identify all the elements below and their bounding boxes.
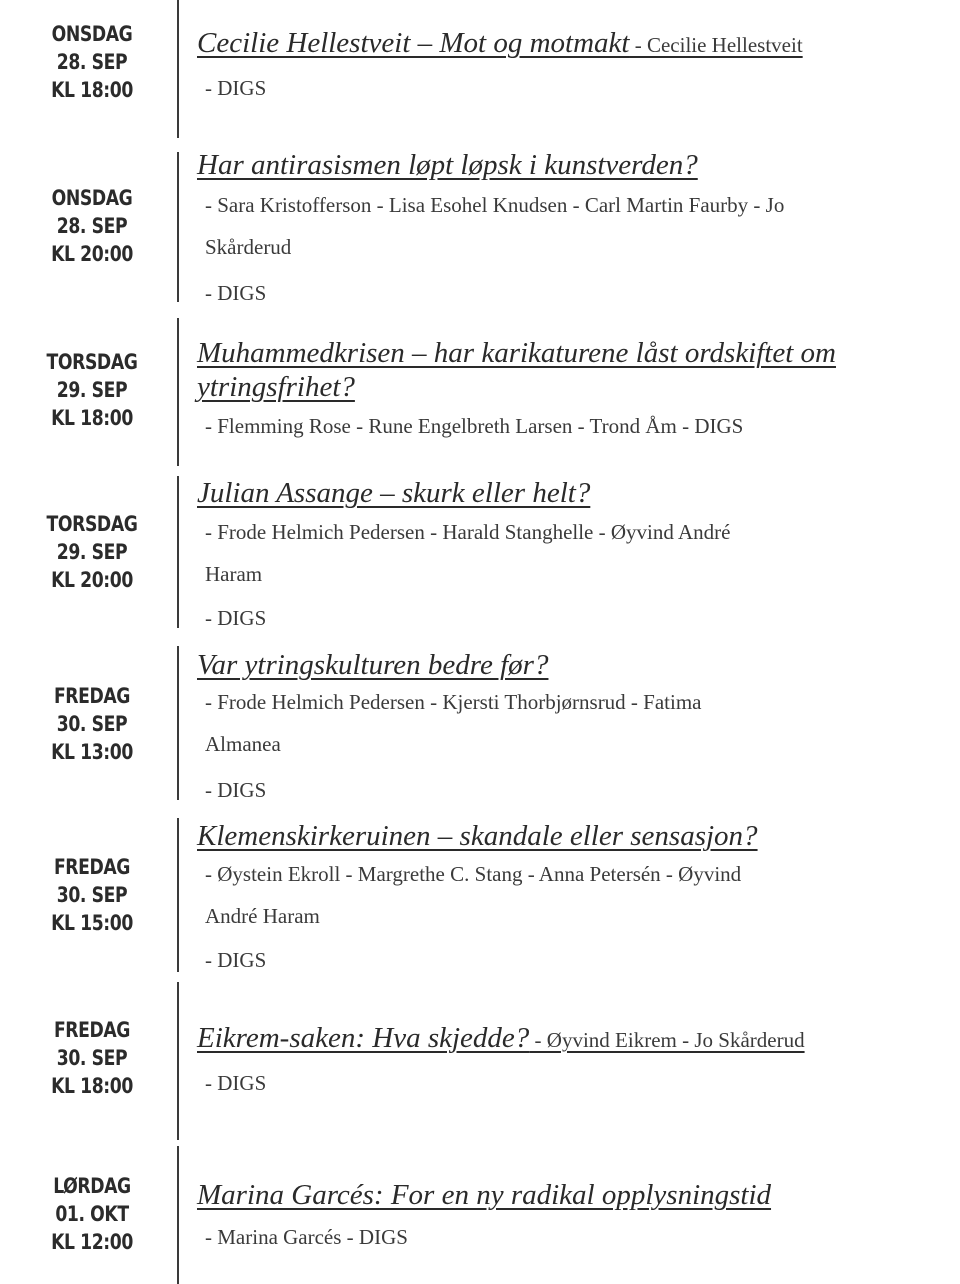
event-time: KL 12:00 xyxy=(51,1230,133,1254)
event-line: Skårderud xyxy=(205,235,292,259)
event-line: André Haram xyxy=(205,904,320,928)
event-line: - DIGS xyxy=(205,1071,267,1095)
event-title-link[interactable]: ytringsfrihet? xyxy=(197,371,355,403)
event-day: FREDAG xyxy=(53,855,131,879)
event-day: FREDAG xyxy=(53,1018,131,1042)
event-line: - Frode Helmich Pedersen - Kjersti Thorbjørnsrud - Fatima xyxy=(205,690,702,714)
event-time: KL 20:00 xyxy=(51,568,133,592)
event-date-value: 30. SEP xyxy=(56,883,128,907)
event-title-row xyxy=(197,26,960,62)
event-title-link[interactable]: Muhammedkrisen – har karikaturene låst ordskiftet om xyxy=(197,337,836,369)
event-day: LØRDAG xyxy=(53,1174,131,1198)
event-title-link[interactable]: Cecilie Hellestveit – Mot og motmakt xyxy=(197,27,630,59)
event-title-link[interactable]: Klemenskirkeruinen – skandale eller sensasjon? xyxy=(197,820,758,852)
event-day: ONSDAG xyxy=(51,22,133,46)
event-time: KL 20:00 xyxy=(51,242,133,266)
event-title-row xyxy=(197,476,960,510)
event-line: - DIGS xyxy=(205,606,267,630)
event-date xyxy=(26,510,157,594)
divider xyxy=(177,152,179,302)
event-date xyxy=(26,853,157,937)
event-title-link[interactable]: Julian Assange – skurk eller helt? xyxy=(197,477,591,509)
event-time: KL 18:00 xyxy=(51,406,133,430)
divider xyxy=(177,982,179,1140)
event-title-row xyxy=(197,1021,960,1057)
event-date xyxy=(26,348,157,432)
event-day: ONSDAG xyxy=(51,186,133,210)
divider xyxy=(177,646,179,800)
event-title-link[interactable]: Har antirasismen løpt løpsk i kunstverden? xyxy=(197,149,698,181)
event-time: KL 18:00 xyxy=(51,1074,133,1098)
event-time: KL 18:00 xyxy=(51,78,133,102)
event-date-value: 29. SEP xyxy=(56,378,128,402)
event-time: KL 13:00 xyxy=(51,740,133,764)
event-title-row xyxy=(197,648,960,682)
event-line: - Marina Garcés - DIGS xyxy=(205,1225,408,1249)
event-date xyxy=(26,1016,157,1100)
divider xyxy=(177,318,179,466)
event-title-row xyxy=(197,819,960,853)
event-title-row xyxy=(197,1178,960,1212)
event-line: - DIGS xyxy=(205,76,267,100)
event-title-row xyxy=(197,336,960,370)
event-day: TORSDAG xyxy=(46,512,138,536)
event-date-value: 29. SEP xyxy=(56,540,128,564)
event-line: - DIGS xyxy=(205,778,267,802)
event-line: - DIGS xyxy=(205,948,267,972)
event-title-row xyxy=(197,148,960,182)
event-line: - Sara Kristofferson - Lisa Esohel Knudsen - Carl Martin Faurby - Jo xyxy=(205,193,785,217)
event-day: FREDAG xyxy=(53,684,131,708)
event-speakers-inline: - Cecilie Hellestveit xyxy=(629,33,803,57)
event-day: TORSDAG xyxy=(46,350,138,374)
event-date-value: 28. SEP xyxy=(56,214,128,238)
event-date xyxy=(26,20,157,104)
event-line: - DIGS xyxy=(205,281,267,305)
event-line: Almanea xyxy=(205,732,281,756)
event-date xyxy=(26,184,157,268)
event-line: Haram xyxy=(205,562,263,586)
event-date-value: 01. OKT xyxy=(55,1202,129,1226)
event-line: - Øystein Ekroll - Margrethe C. Stang - Anna Petersén - Øyvind xyxy=(205,862,742,886)
event-title-link[interactable]: Var ytringskulturen bedre før? xyxy=(197,649,549,681)
event-title-row-2 xyxy=(197,370,960,404)
event-date-value: 30. SEP xyxy=(56,712,128,736)
event-date xyxy=(26,1172,157,1256)
event-title-link[interactable]: Marina Garcés: For en ny radikal opplysningstid xyxy=(197,1179,772,1211)
event-date-value: 30. SEP xyxy=(56,1046,128,1070)
divider xyxy=(177,818,179,972)
divider xyxy=(177,0,179,138)
event-line: - Flemming Rose - Rune Engelbreth Larsen - Trond Åm - DIGS xyxy=(205,414,744,438)
event-title-link[interactable]: Eikrem-saken: Hva skjedde? xyxy=(197,1022,530,1054)
divider xyxy=(177,1146,179,1284)
event-time: KL 15:00 xyxy=(51,911,133,935)
divider xyxy=(177,476,179,628)
event-speakers-inline: - Øyvind Eikrem - Jo Skårderud xyxy=(529,1028,805,1052)
event-date xyxy=(26,682,157,766)
event-line: - Frode Helmich Pedersen - Harald Stanghelle - Øyvind André xyxy=(205,520,731,544)
event-date-value: 28. SEP xyxy=(56,50,128,74)
